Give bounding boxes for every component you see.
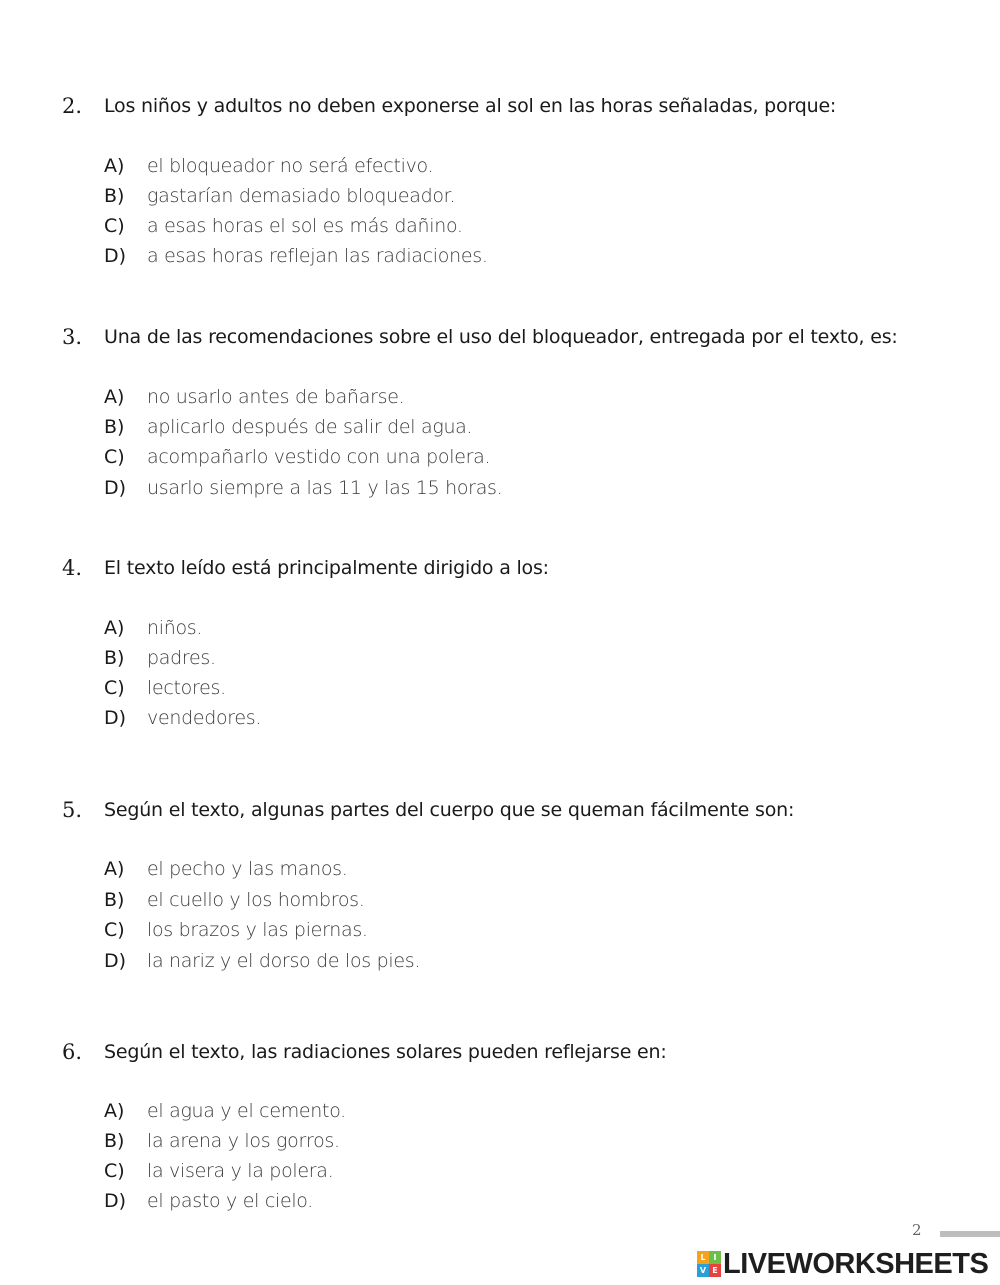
option-3c[interactable] <box>0 446 1000 476</box>
option-5a[interactable] <box>0 858 1000 888</box>
option-letter: B) <box>104 647 125 669</box>
option-text: el pecho y las manos. <box>147 858 348 880</box>
logo-cell: L <box>697 1251 709 1264</box>
option-text: la visera y la polera. <box>147 1160 334 1182</box>
option-letter: A) <box>104 617 125 639</box>
option-6a[interactable] <box>0 1100 1000 1130</box>
option-4a[interactable] <box>0 617 1000 647</box>
question-text: Los niños y adultos no deben exponerse al sol en las horas señaladas, porque: <box>104 95 837 117</box>
option-text: a esas horas reflejan las radiaciones. <box>147 245 488 267</box>
option-3b[interactable] <box>0 416 1000 446</box>
question-number: 3. <box>62 325 83 349</box>
option-2c[interactable] <box>0 215 1000 245</box>
option-letter: D) <box>104 477 127 499</box>
option-text: usarlo siempre a las 11 y las 15 horas. <box>147 477 503 499</box>
question-text: El texto leído está principalmente dirigido a los: <box>104 557 549 579</box>
option-text: acompañarlo vestido con una polera. <box>147 446 491 468</box>
option-2d[interactable] <box>0 245 1000 275</box>
question-number: 4. <box>62 556 83 580</box>
option-text: gastarían demasiado bloqueador. <box>147 185 456 207</box>
option-6c[interactable] <box>0 1160 1000 1190</box>
option-4c[interactable] <box>0 677 1000 707</box>
option-text: el cuello y los hombros. <box>147 889 365 911</box>
option-text: vendedores. <box>147 707 262 729</box>
option-6d[interactable] <box>0 1190 1000 1220</box>
option-text: a esas horas el sol es más dañino. <box>147 215 463 237</box>
page-number-bar <box>940 1231 1000 1237</box>
option-text: no usarlo antes de bañarse. <box>147 386 405 408</box>
option-text: padres. <box>147 647 216 669</box>
option-letter: A) <box>104 386 125 408</box>
logo-cell: E <box>709 1264 721 1277</box>
option-letter: C) <box>104 215 125 237</box>
liveworksheets-brand <box>697 1247 988 1281</box>
option-text: el pasto y el cielo. <box>147 1190 314 1212</box>
option-letter: B) <box>104 416 125 438</box>
question-number: 6. <box>62 1040 83 1064</box>
option-letter: A) <box>104 155 125 177</box>
option-letter: A) <box>104 858 125 880</box>
option-letter: D) <box>104 707 127 729</box>
option-6b[interactable] <box>0 1130 1000 1160</box>
page-number: 2 <box>912 1221 922 1239</box>
option-5b[interactable] <box>0 889 1000 919</box>
option-5c[interactable] <box>0 919 1000 949</box>
option-text: la nariz y el dorso de los pies. <box>147 950 421 972</box>
option-letter: A) <box>104 1100 125 1122</box>
option-4d[interactable] <box>0 707 1000 737</box>
logo-cell: I <box>709 1251 721 1264</box>
option-3a[interactable] <box>0 386 1000 416</box>
question-number: 5. <box>62 798 83 822</box>
option-2a[interactable] <box>0 155 1000 185</box>
option-letter: B) <box>104 1130 125 1152</box>
option-text: aplicarlo después de salir del agua. <box>147 416 473 438</box>
option-letter: C) <box>104 446 125 468</box>
option-text: el agua y el cemento. <box>147 1100 346 1122</box>
option-3d[interactable] <box>0 477 1000 507</box>
option-letter: C) <box>104 677 125 699</box>
option-5d[interactable] <box>0 950 1000 980</box>
option-letter: C) <box>104 1160 125 1182</box>
option-text: niños. <box>147 617 203 639</box>
option-letter: D) <box>104 245 127 267</box>
option-letter: B) <box>104 185 125 207</box>
option-letter: C) <box>104 919 125 941</box>
question-text: Según el texto, algunas partes del cuerpo que se queman fácilmente son: <box>104 799 795 821</box>
option-2b[interactable] <box>0 185 1000 215</box>
option-text: la arena y los gorros. <box>147 1130 340 1152</box>
logo-cell: V <box>697 1264 709 1277</box>
question-number: 2. <box>62 94 83 118</box>
option-4b[interactable] <box>0 647 1000 677</box>
option-text: el bloqueador no será efectivo. <box>147 155 434 177</box>
option-text: lectores. <box>147 677 226 699</box>
option-letter: D) <box>104 950 127 972</box>
option-text: los brazos y las piernas. <box>147 919 368 941</box>
option-letter: D) <box>104 1190 127 1212</box>
liveworksheets-logo-icon <box>697 1251 721 1277</box>
question-text: Según el texto, las radiaciones solares pueden reflejarse en: <box>104 1041 667 1063</box>
question-text: Una de las recomendaciones sobre el uso del bloqueador, entregada por el texto, es: <box>104 326 898 348</box>
brand-name: LIVEWORKSHEETS <box>723 1247 989 1280</box>
option-letter: B) <box>104 889 125 911</box>
